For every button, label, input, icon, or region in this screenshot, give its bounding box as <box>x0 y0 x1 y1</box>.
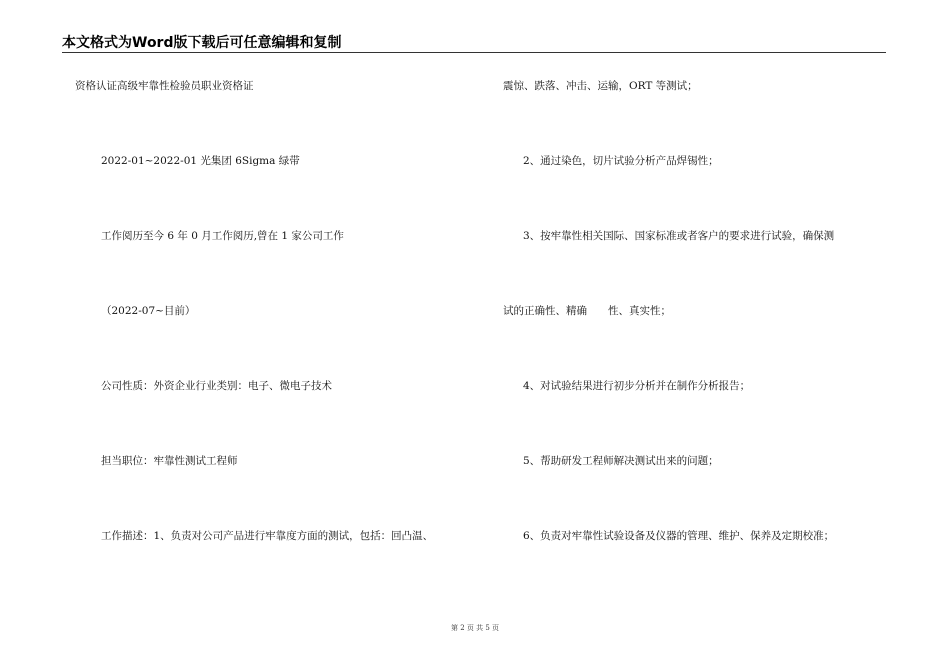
header-divider <box>62 52 886 53</box>
left-line-4: （2022-07~目前） <box>101 305 196 317</box>
left-line-6: 担当职位：牢靠性测试工程师 <box>101 455 238 467</box>
left-line-7: 工作描述：1、负责对公司产品进行牢靠度方面的测试，包括：回凸温、 <box>101 530 434 542</box>
right-line-7: 6、负责对牢靠性试验设备及仪器的管理、维护、保养及定期校准； <box>523 530 835 542</box>
right-line-3: 3、按牢靠性相关国际、国家标准或者客户的要求进行试验，确保测 <box>523 230 835 242</box>
left-line-2: 2022-01~2022-01 光集团 6Sigma 绿带 <box>101 155 300 167</box>
right-line-2: 2、通过染色，切片试验分析产品焊锡性； <box>523 155 719 167</box>
left-line-3: 工作阅历至今 6 年 0 月工作阅历,曾在 1 家公司工作 <box>101 230 344 242</box>
right-line-1: 震惊、跌落、冲击、运输，ORT 等测试； <box>503 80 698 92</box>
right-line-5: 4、对试验结果进行初步分析并在制作分析报告； <box>523 380 751 392</box>
page-number: 第 2 页 共 5 页 <box>450 624 500 632</box>
right-line-6: 5、帮助研发工程师解决测试出来的问题； <box>523 455 719 467</box>
left-line-1: 资格认证高级牢靠性检验员职业资格证 <box>75 80 254 92</box>
left-line-5: 公司性质：外资企业行业类别：电子、微电子技术 <box>101 380 332 392</box>
right-line-4: 试的正确性、精确 性、真实性； <box>503 305 671 317</box>
page-header-title: 本文格式为Word版下载后可任意编辑和复制 <box>62 35 342 51</box>
